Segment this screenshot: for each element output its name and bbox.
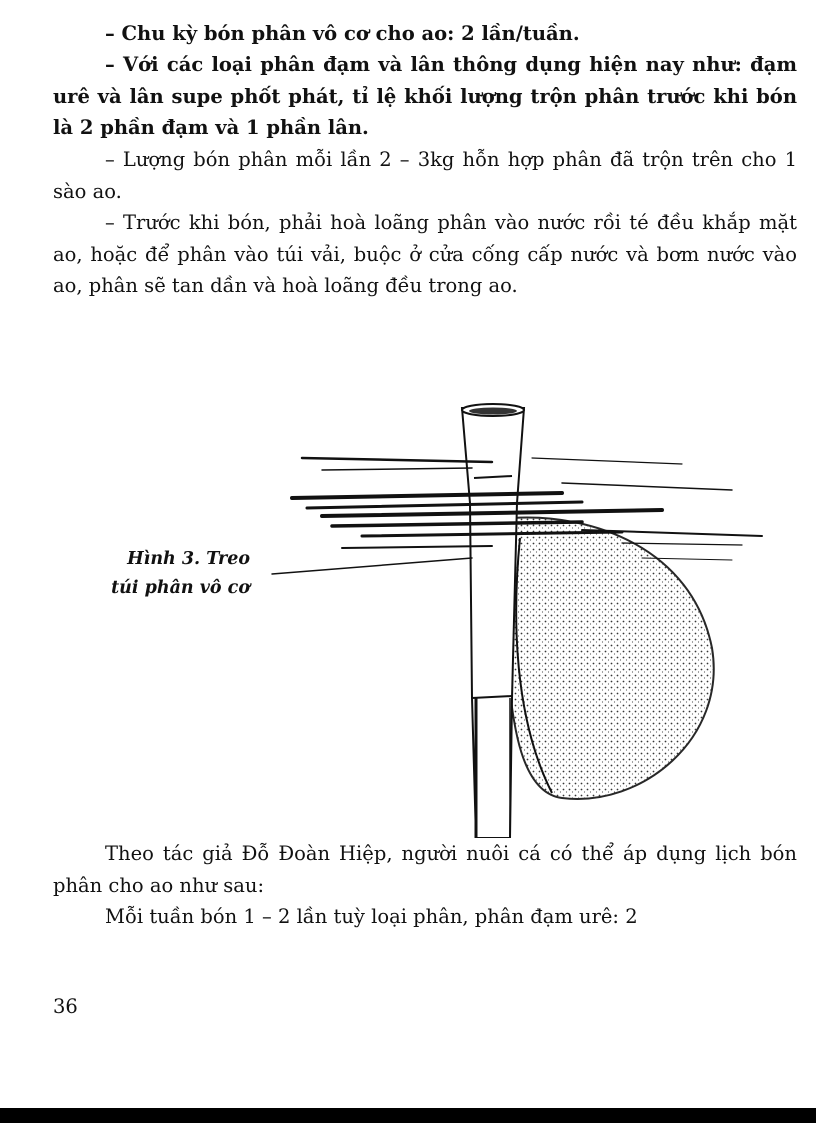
figure-caption-line-2: túi phân vô cơ: [111, 578, 250, 598]
water-pipe-shape: [462, 408, 524, 838]
scan-bottom-border: [0, 1108, 816, 1123]
paragraph-weekly-schedule: Mỗi tuần bón 1 – 2 lần tuỳ loại phân, phân đạm urê: 2: [105, 905, 638, 928]
page-number: 36: [53, 995, 78, 1018]
paragraph-fertilizer-ratio: – Với các loại phân đạm và lân thông dụng hiện nay như: đạm urê và lân supe phốt phát, tỉ lệ khối lượng trộn phân trước khi bón là 2 phần đạm và 1 phần lân.: [53, 53, 797, 139]
fertilizer-bag-illustration: [262, 398, 782, 838]
figure-caption-line-1: Hình 3. Treo: [127, 549, 250, 569]
paragraph-application-method: – Trước khi bón, phải hoà loãng phân vào nước rồi té đều khắp mặt ao, hoặc để phân vào túi vải, buộc ở cửa cống cấp nước và bơm nước vào ao, phân sẽ tan dần và hoà loãng đều trong ao.: [53, 211, 797, 297]
paragraph-fertilizing-schedule-intro: Theo tác giả Đỗ Đoàn Hiệp, người nuôi cá có thể áp dụng lịch bón phân cho ao như sau:: [53, 842, 797, 897]
paragraph-fertilizer-amount: – Lượng bón phân mỗi lần 2 – 3kg hỗn hợp phân đã trộn trên cho 1 sào ao.: [53, 148, 797, 203]
figure-caption: [50, 545, 250, 603]
paragraph-fertilizing-cycle: – Chu kỳ bón phân vô cơ cho ao: 2 lần/tuần.: [105, 22, 580, 45]
